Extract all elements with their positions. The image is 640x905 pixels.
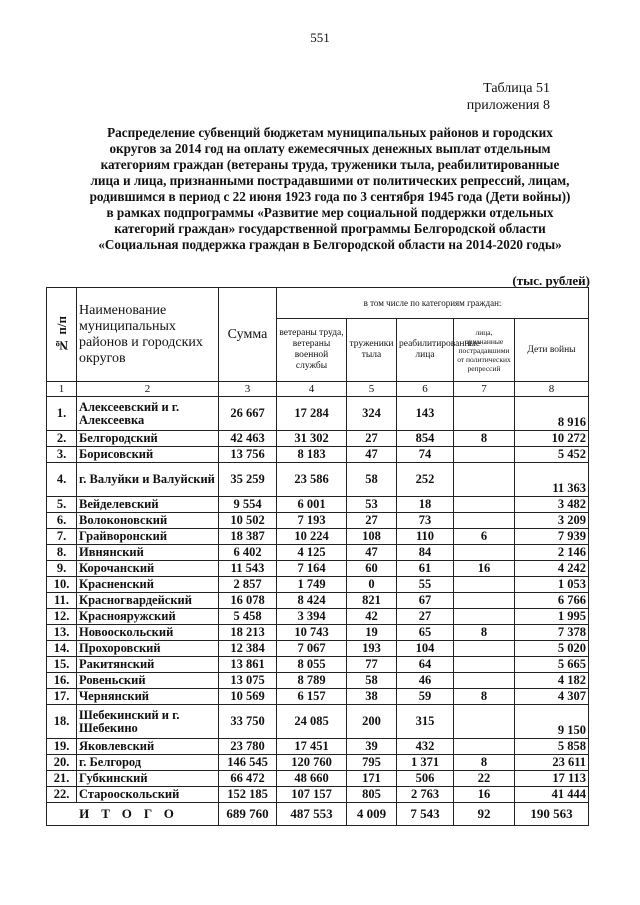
- row-name: г. Белгород: [77, 755, 219, 771]
- row-name: г. Валуйки и Валуйский: [77, 463, 219, 497]
- row-name: Волоконовский: [77, 513, 219, 529]
- row-home-front: 108: [347, 529, 397, 545]
- row-veterans: 23 586: [277, 463, 347, 497]
- table-row: [47, 529, 589, 545]
- row-name: Чернянский: [77, 689, 219, 705]
- table-row: [47, 673, 589, 689]
- row-repressed: [454, 673, 515, 689]
- row-war-children: 3 209: [515, 513, 589, 529]
- row-name: Белгородский: [77, 431, 219, 447]
- row-rehab: 84: [397, 545, 454, 561]
- row-war-children: 5 452: [515, 447, 589, 463]
- row-name: Ракитянский: [77, 657, 219, 673]
- row-name: Шебекинский и г. Шебекино: [77, 705, 219, 739]
- row-war-children: 7 939: [515, 529, 589, 545]
- row-home-front: 58: [347, 673, 397, 689]
- units-label: (тыс. рублей): [512, 273, 590, 288]
- row-repressed: 8: [454, 689, 515, 705]
- row-number: 14.: [47, 641, 77, 657]
- row-repressed: [454, 577, 515, 593]
- row-rehab: 73: [397, 513, 454, 529]
- total-war-children: 190 563: [515, 803, 589, 826]
- row-name: Ровеньский: [77, 673, 219, 689]
- row-number: 4.: [47, 463, 77, 497]
- row-war-children: 4 242: [515, 561, 589, 577]
- row-home-front: 171: [347, 771, 397, 787]
- row-repressed: [454, 397, 515, 431]
- row-rehab: 506: [397, 771, 454, 787]
- row-name: Корочанский: [77, 561, 219, 577]
- row-war-children: 5 665: [515, 657, 589, 673]
- row-home-front: 795: [347, 755, 397, 771]
- row-repressed: [454, 705, 515, 739]
- row-veterans: 48 660: [277, 771, 347, 787]
- row-number: 22.: [47, 787, 77, 803]
- header-war-children: Дети войны: [515, 319, 589, 382]
- page-number: 551: [310, 30, 330, 45]
- table-row: [47, 739, 589, 755]
- row-sum: 6 402: [219, 545, 277, 561]
- row-veterans: 1 749: [277, 577, 347, 593]
- row-number: 5.: [47, 497, 77, 513]
- row-rehab: 1 371: [397, 755, 454, 771]
- row-home-front: 38: [347, 689, 397, 705]
- row-rehab: 143: [397, 397, 454, 431]
- table-row: [47, 689, 589, 705]
- document-title: Распределение субвенций бюджетам муниципальных районов и городских округов за 2014 год на оплату ежемесячных денежных выплат отдельным категориям граждан (ветераны труда, труженики тыла, реабилитированные лица и лица, признанными пострадавшими от политических репрессий, лицам, родившимся в период с 22 июня 1923 года по 3 сентября 1945 года (Дети войны)) в рамках подпрограммы «Развитие мер социальной поддержки отдельных категорий граждан» государственной программы Белгородской области «Социальная поддержка граждан в Белгородской области на 2014-2020 годы»: [89, 125, 571, 252]
- row-number: 7.: [47, 529, 77, 545]
- row-sum: 10 569: [219, 689, 277, 705]
- row-number: 18.: [47, 705, 77, 739]
- row-rehab: 74: [397, 447, 454, 463]
- row-name: Борисовский: [77, 447, 219, 463]
- row-rehab: 18: [397, 497, 454, 513]
- row-number: 8.: [47, 545, 77, 561]
- row-sum: 26 667: [219, 397, 277, 431]
- row-sum: 146 545: [219, 755, 277, 771]
- row-number: 21.: [47, 771, 77, 787]
- table-ref-line1: Таблица 51: [483, 81, 550, 96]
- row-veterans: 120 760: [277, 755, 347, 771]
- row-home-front: 821: [347, 593, 397, 609]
- row-name: Красногвардейский: [77, 593, 219, 609]
- table-row: [47, 657, 589, 673]
- row-repressed: [454, 545, 515, 561]
- row-home-front: 47: [347, 447, 397, 463]
- row-home-front: 324: [347, 397, 397, 431]
- total-label: ИТОГО: [47, 803, 219, 826]
- row-war-children: 23 611: [515, 755, 589, 771]
- row-name: Прохоровский: [77, 641, 219, 657]
- row-rehab: 27: [397, 609, 454, 625]
- table-row: [47, 463, 589, 497]
- row-sum: 23 780: [219, 739, 277, 755]
- row-sum: 16 078: [219, 593, 277, 609]
- row-home-front: 193: [347, 641, 397, 657]
- table-row: [47, 787, 589, 803]
- total-repressed: 92: [454, 803, 515, 826]
- row-war-children: 10 272: [515, 431, 589, 447]
- row-name: Краснояружский: [77, 609, 219, 625]
- row-rehab: 315: [397, 705, 454, 739]
- col-number: 5: [347, 382, 397, 397]
- table-row: [47, 545, 589, 561]
- row-war-children: 3 482: [515, 497, 589, 513]
- col-number: 8: [515, 382, 589, 397]
- row-name: Новооскольский: [77, 625, 219, 641]
- row-rehab: 65: [397, 625, 454, 641]
- row-rehab: 104: [397, 641, 454, 657]
- row-sum: 42 463: [219, 431, 277, 447]
- row-repressed: 6: [454, 529, 515, 545]
- row-war-children: 5 020: [515, 641, 589, 657]
- row-war-children: 8 916: [515, 397, 589, 431]
- col-number: 2: [77, 382, 219, 397]
- row-home-front: 27: [347, 513, 397, 529]
- row-sum: 11 543: [219, 561, 277, 577]
- row-name: Яковлевский: [77, 739, 219, 755]
- row-veterans: 17 284: [277, 397, 347, 431]
- row-war-children: 11 363: [515, 463, 589, 497]
- table-row: [47, 641, 589, 657]
- table-row: [47, 609, 589, 625]
- row-repressed: [454, 609, 515, 625]
- row-veterans: 6 157: [277, 689, 347, 705]
- row-war-children: 17 113: [515, 771, 589, 787]
- row-sum: 18 213: [219, 625, 277, 641]
- row-war-children: 4 182: [515, 673, 589, 689]
- row-repressed: 8: [454, 625, 515, 641]
- total-sum: 689 760: [219, 803, 277, 826]
- row-home-front: 39: [347, 739, 397, 755]
- total-row: [47, 803, 589, 826]
- col-number: 3: [219, 382, 277, 397]
- table-row: [47, 593, 589, 609]
- row-rehab: 110: [397, 529, 454, 545]
- row-sum: 33 750: [219, 705, 277, 739]
- row-number: 6.: [47, 513, 77, 529]
- row-rehab: 64: [397, 657, 454, 673]
- table-row: [47, 397, 589, 431]
- row-rehab: 432: [397, 739, 454, 755]
- row-name: Ивнянский: [77, 545, 219, 561]
- row-veterans: 10 224: [277, 529, 347, 545]
- row-rehab: 2 763: [397, 787, 454, 803]
- row-repressed: [454, 513, 515, 529]
- row-home-front: 77: [347, 657, 397, 673]
- col-number: 1: [47, 382, 77, 397]
- row-sum: 35 259: [219, 463, 277, 497]
- row-repressed: 8: [454, 431, 515, 447]
- row-veterans: 8 055: [277, 657, 347, 673]
- row-war-children: 2 146: [515, 545, 589, 561]
- row-war-children: 41 444: [515, 787, 589, 803]
- row-name: Красненский: [77, 577, 219, 593]
- col-number: 4: [277, 382, 347, 397]
- total-home-front: 4 009: [347, 803, 397, 826]
- row-home-front: 47: [347, 545, 397, 561]
- table-ref-line2: приложения 8: [466, 98, 550, 113]
- row-veterans: 7 164: [277, 561, 347, 577]
- row-veterans: 8 789: [277, 673, 347, 689]
- row-repressed: [454, 739, 515, 755]
- row-rehab: 67: [397, 593, 454, 609]
- table-row: [47, 431, 589, 447]
- row-number: 17.: [47, 689, 77, 705]
- row-name: Вейделевский: [77, 497, 219, 513]
- header-num: № п/п: [47, 288, 77, 382]
- row-war-children: 1 053: [515, 577, 589, 593]
- table-row: [47, 705, 589, 739]
- header-rehab: реабилитированные лица: [397, 319, 454, 382]
- table-row: [47, 771, 589, 787]
- row-war-children: 4 307: [515, 689, 589, 705]
- row-veterans: 4 125: [277, 545, 347, 561]
- row-number: 2.: [47, 431, 77, 447]
- row-veterans: 8 183: [277, 447, 347, 463]
- row-sum: 12 384: [219, 641, 277, 657]
- header-name: Наименование муниципальных районов и городских округов: [77, 288, 219, 382]
- row-rehab: 252: [397, 463, 454, 497]
- table-row: [47, 625, 589, 641]
- total-rehab: 7 543: [397, 803, 454, 826]
- row-sum: 13 861: [219, 657, 277, 673]
- row-sum: 9 554: [219, 497, 277, 513]
- table-row: [47, 755, 589, 771]
- row-repressed: [454, 447, 515, 463]
- row-number: 12.: [47, 609, 77, 625]
- row-sum: 10 502: [219, 513, 277, 529]
- row-number: 9.: [47, 561, 77, 577]
- header-home-front: труженики тыла: [347, 319, 397, 382]
- row-sum: 2 857: [219, 577, 277, 593]
- row-war-children: 7 378: [515, 625, 589, 641]
- row-home-front: 42: [347, 609, 397, 625]
- row-number: 20.: [47, 755, 77, 771]
- row-rehab: 854: [397, 431, 454, 447]
- row-war-children: 1 995: [515, 609, 589, 625]
- row-number: 3.: [47, 447, 77, 463]
- row-rehab: 55: [397, 577, 454, 593]
- row-name: Грайворонский: [77, 529, 219, 545]
- table-reference: [467, 80, 550, 114]
- row-number: 16.: [47, 673, 77, 689]
- row-veterans: 8 424: [277, 593, 347, 609]
- row-home-front: 19: [347, 625, 397, 641]
- row-veterans: 10 743: [277, 625, 347, 641]
- column-number-row: [47, 382, 589, 397]
- row-veterans: 3 394: [277, 609, 347, 625]
- row-veterans: 7 067: [277, 641, 347, 657]
- row-veterans: 24 085: [277, 705, 347, 739]
- row-repressed: [454, 593, 515, 609]
- table-row: [47, 577, 589, 593]
- row-home-front: 60: [347, 561, 397, 577]
- row-sum: 18 387: [219, 529, 277, 545]
- row-repressed: [454, 497, 515, 513]
- row-repressed: [454, 463, 515, 497]
- row-name: Алексеевский и г. Алексеевка: [77, 397, 219, 431]
- row-war-children: 9 150: [515, 705, 589, 739]
- header-incl: в том числе по категориям граждан:: [277, 288, 589, 319]
- row-repressed: 8: [454, 755, 515, 771]
- subsidy-table: [46, 287, 589, 826]
- col-number: 6: [397, 382, 454, 397]
- row-number: 19.: [47, 739, 77, 755]
- row-veterans: 107 157: [277, 787, 347, 803]
- col-number: 7: [454, 382, 515, 397]
- row-sum: 152 185: [219, 787, 277, 803]
- table-row: [47, 561, 589, 577]
- row-number: 13.: [47, 625, 77, 641]
- row-repressed: 16: [454, 787, 515, 803]
- table-row: [47, 447, 589, 463]
- row-war-children: 5 858: [515, 739, 589, 755]
- row-sum: 13 756: [219, 447, 277, 463]
- row-home-front: 0: [347, 577, 397, 593]
- row-war-children: 6 766: [515, 593, 589, 609]
- row-sum: 13 075: [219, 673, 277, 689]
- row-veterans: 6 001: [277, 497, 347, 513]
- row-home-front: 27: [347, 431, 397, 447]
- row-veterans: 31 302: [277, 431, 347, 447]
- row-number: 15.: [47, 657, 77, 673]
- row-repressed: [454, 641, 515, 657]
- row-name: Губкинский: [77, 771, 219, 787]
- table-row: [47, 513, 589, 529]
- row-sum: 66 472: [219, 771, 277, 787]
- row-home-front: 58: [347, 463, 397, 497]
- row-number: 11.: [47, 593, 77, 609]
- row-number: 1.: [47, 397, 77, 431]
- row-rehab: 61: [397, 561, 454, 577]
- row-home-front: 200: [347, 705, 397, 739]
- row-veterans: 7 193: [277, 513, 347, 529]
- row-home-front: 805: [347, 787, 397, 803]
- row-name: Старооскольский: [77, 787, 219, 803]
- row-repressed: 22: [454, 771, 515, 787]
- table-row: [47, 497, 589, 513]
- row-repressed: 16: [454, 561, 515, 577]
- row-veterans: 17 451: [277, 739, 347, 755]
- row-home-front: 53: [347, 497, 397, 513]
- header-veterans: ветераны труда, ветераны военной службы: [277, 319, 347, 382]
- header-repressed: лица, признанные пострадавшими от политических репрессий: [454, 319, 515, 382]
- total-veterans: 487 553: [277, 803, 347, 826]
- row-number: 10.: [47, 577, 77, 593]
- row-rehab: 59: [397, 689, 454, 705]
- row-rehab: 46: [397, 673, 454, 689]
- row-sum: 5 458: [219, 609, 277, 625]
- row-repressed: [454, 657, 515, 673]
- header-sum: Сумма: [219, 288, 277, 382]
